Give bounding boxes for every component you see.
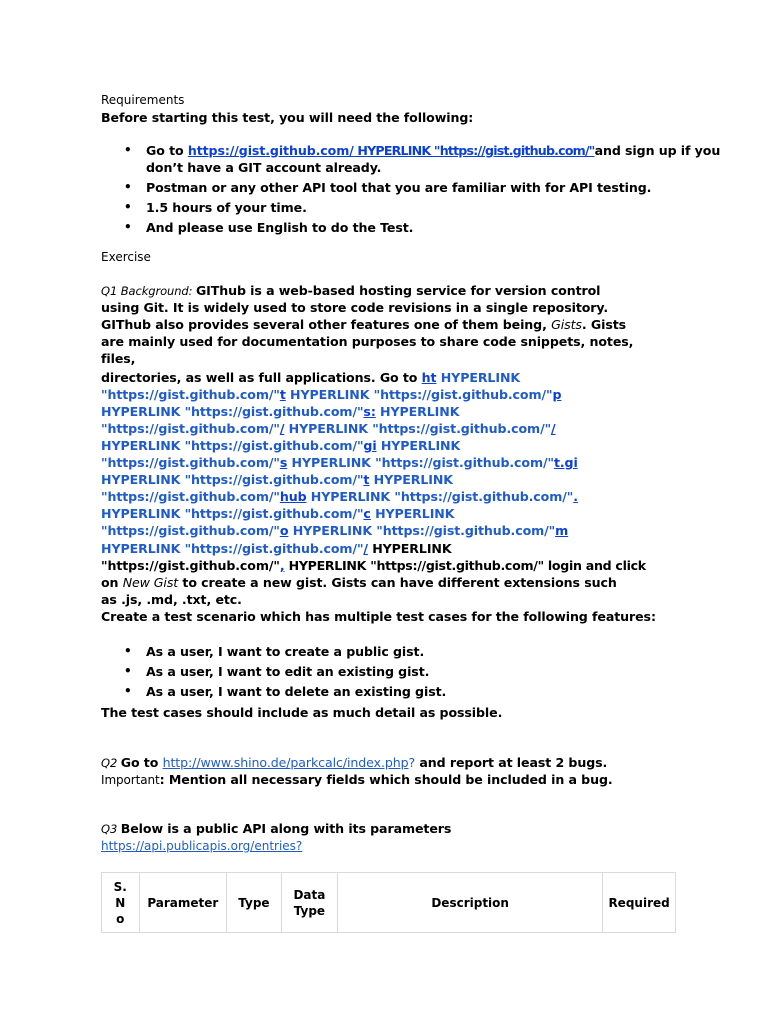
gist-link[interactable]: https://gist.github.com/ bbox=[187, 143, 354, 158]
q1-label: Q1 bbox=[101, 284, 121, 298]
q1-line-1: Q1 Background: GIThub is a web-based hosting service for version control bbox=[101, 283, 601, 298]
q1-line-16: HYPERLINK "https://gist.github.com/"/ HYPERLINK bbox=[101, 541, 452, 556]
q1-line-4: are mainly used for documentation purposes to share code snippets, notes, bbox=[101, 334, 634, 349]
header-description: Description bbox=[338, 873, 603, 933]
q1-line-5: files, bbox=[101, 351, 136, 366]
q1-line-6: directories, as well as full applications. Go to ht HYPERLINK bbox=[101, 370, 521, 385]
q1-line-19: as .js, .md, .txt, etc. bbox=[101, 592, 242, 607]
feature-item-2: As a user, I want to edit an existing gist. bbox=[146, 664, 430, 679]
requirement-item-3: 1.5 hours of your time. bbox=[146, 200, 307, 215]
hyperlink-fragment[interactable]: o bbox=[279, 523, 289, 538]
parameters-table bbox=[101, 872, 676, 933]
hyperlink-fragment[interactable]: / bbox=[551, 421, 556, 436]
feature-item-1: As a user, I want to create a public gist. bbox=[146, 644, 425, 659]
q1-line-20: Create a test scenario which has multiple test cases for the following features: bbox=[101, 609, 656, 624]
bullet-icon: • bbox=[124, 684, 132, 698]
hyperlink-fragment[interactable]: p bbox=[552, 387, 562, 402]
requirements-heading: Requirements bbox=[101, 93, 185, 107]
hyperlink-fragment[interactable]: . bbox=[573, 489, 578, 504]
feature-item-3: As a user, I want to delete an existing gist. bbox=[146, 684, 447, 699]
hyperlink-fragment[interactable]: / bbox=[279, 421, 285, 436]
bullet-icon: • bbox=[124, 220, 132, 234]
hyperlink-fragment[interactable]: m bbox=[555, 523, 569, 538]
publicapis-link[interactable]: https://api.publicapis.org/entries? bbox=[101, 839, 303, 853]
q2-label: Q2 bbox=[101, 756, 121, 770]
bullet-icon: • bbox=[124, 664, 132, 678]
q3-link-line bbox=[101, 839, 302, 853]
q1-line-9: "https://gist.github.com/"/ HYPERLINK "https://gist.github.com/"/ bbox=[101, 421, 556, 436]
q1-line-10: HYPERLINK "https://gist.github.com/"gi HYPERLINK bbox=[101, 438, 461, 453]
header-parameter: Parameter bbox=[139, 873, 227, 933]
requirement-item-1: Go to https://gist.github.com/ HYPERLINK "https://gist.github.com/"and sign up if you bbox=[146, 143, 721, 158]
bullet-icon: • bbox=[124, 180, 132, 194]
q1-line-18: on New Gist to create a new gist. Gists can have different extensions such bbox=[101, 575, 617, 590]
hyperlink-fragment[interactable]: , bbox=[279, 558, 285, 573]
q1-line-2: using Git. It is widely used to store code revisions in a single repository. bbox=[101, 300, 609, 315]
bullet-icon: • bbox=[124, 143, 132, 157]
header-type: Type bbox=[227, 873, 282, 933]
hyperlink-fragment[interactable]: ht bbox=[421, 370, 437, 385]
hyperlink-fragment[interactable]: t bbox=[363, 472, 370, 487]
header-data-type: Data Type bbox=[281, 873, 337, 933]
q1-line-7: "https://gist.github.com/"t HYPERLINK "https://gist.github.com/"p bbox=[101, 387, 562, 402]
hyperlink-fragment[interactable]: t bbox=[279, 387, 286, 402]
requirement-item-1-line2: don’t have a GIT account already. bbox=[146, 160, 382, 175]
hyperlink-fragment[interactable]: t.gi bbox=[553, 455, 578, 470]
bullet-icon: • bbox=[124, 200, 132, 214]
q3-line-1: Q3 Below is a public API along with its parameters bbox=[101, 821, 452, 836]
parkcalc-link[interactable]: http://www.shino.de/parkcalc/index.php bbox=[162, 755, 409, 770]
requirement-item-4: And please use English to do the Test. bbox=[146, 220, 414, 235]
header-required: Required bbox=[603, 873, 676, 933]
requirement-item-2: Postman or any other API tool that you are familiar with for API testing. bbox=[146, 180, 652, 195]
hyperlink-fragment[interactable]: s: bbox=[363, 404, 376, 419]
q3-label: Q3 bbox=[101, 822, 121, 836]
q1-line-8: HYPERLINK "https://gist.github.com/"s: HYPERLINK bbox=[101, 404, 460, 419]
hyperlink-fragment[interactable]: s bbox=[279, 455, 288, 470]
q1-line-15: "https://gist.github.com/"o HYPERLINK "https://gist.github.com/"m bbox=[101, 523, 569, 538]
q1-line-14: HYPERLINK "https://gist.github.com/"c HYPERLINK bbox=[101, 506, 455, 521]
q1-closing: The test cases should include as much detail as possible. bbox=[101, 705, 503, 720]
exercise-heading: Exercise bbox=[101, 250, 151, 264]
hyperlink-fragment[interactable]: c bbox=[363, 506, 371, 521]
q1-line-11: "https://gist.github.com/"s HYPERLINK "https://gist.github.com/"t.gi bbox=[101, 455, 578, 470]
q1-line-17: "https://gist.github.com/", HYPERLINK "https://gist.github.com/" login and click bbox=[101, 558, 646, 573]
q2-line-2: Important: Mention all necessary fields which should be included in a bug. bbox=[101, 772, 613, 787]
q1-line-3: GIThub also provides several other features one of them being, Gists. Gists bbox=[101, 317, 627, 332]
hyperlink-fragment[interactable]: gi bbox=[363, 438, 377, 453]
q2-line-1: Q2 Go to http://www.shino.de/parkcalc/index.php? and report at least 2 bugs. bbox=[101, 755, 608, 770]
header-sno: S. N o bbox=[102, 873, 140, 933]
q1-line-12: HYPERLINK "https://gist.github.com/"t HYPERLINK bbox=[101, 472, 453, 487]
table-header-row bbox=[102, 873, 676, 933]
gist-hyperlink-field[interactable]: HYPERLINK "https://gist.github.com/" bbox=[353, 143, 595, 158]
hyperlink-fragment[interactable]: hub bbox=[279, 489, 307, 504]
bullet-icon: • bbox=[124, 644, 132, 658]
requirements-intro: Before starting this test, you will need the following: bbox=[101, 110, 474, 125]
hyperlink-fragment[interactable]: / bbox=[363, 541, 368, 556]
q1-line-13: "https://gist.github.com/"hub HYPERLINK "https://gist.github.com/". bbox=[101, 489, 578, 504]
